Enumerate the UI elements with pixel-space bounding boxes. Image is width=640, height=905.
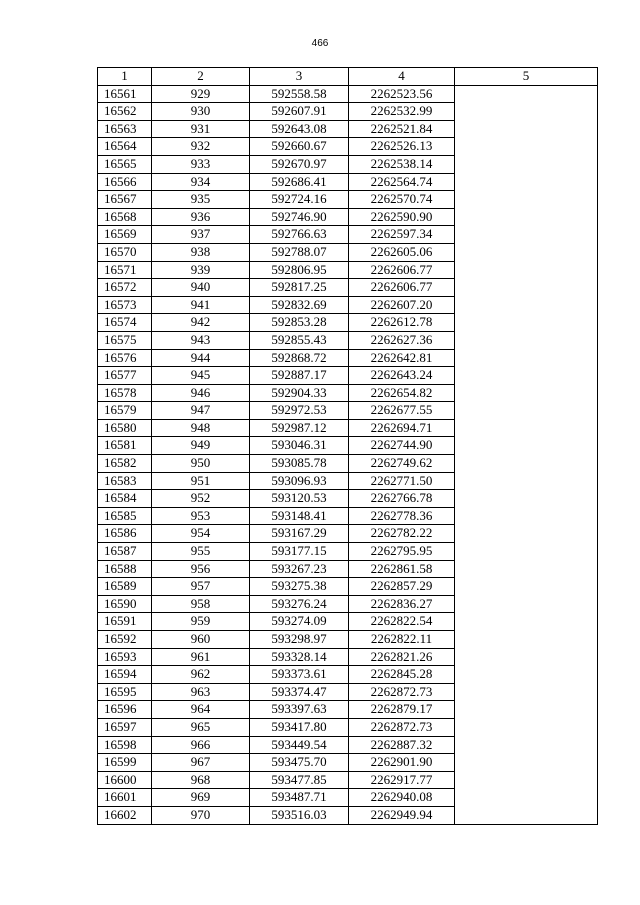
table-cell: 16566	[98, 173, 152, 191]
table-cell: 592686.41	[250, 173, 349, 191]
column-header: 3	[250, 68, 349, 86]
table-cell: 593120.53	[250, 490, 349, 508]
table-cell: 592887.17	[250, 367, 349, 385]
table-cell: 954	[152, 525, 250, 543]
table-cell: 2262642.81	[349, 349, 455, 367]
table-cell: 931	[152, 120, 250, 138]
table-cell: 2262612.78	[349, 314, 455, 332]
table-header-row	[98, 68, 598, 86]
table-cell: 2262654.82	[349, 384, 455, 402]
table-cell: 933	[152, 155, 250, 173]
table-cell: 16579	[98, 402, 152, 420]
table-cell: 592766.63	[250, 226, 349, 244]
table-cell: 2262822.54	[349, 613, 455, 631]
table-cell: 16595	[98, 683, 152, 701]
table-cell: 16583	[98, 472, 152, 490]
table-cell: 16575	[98, 331, 152, 349]
table-cell: 2262887.32	[349, 736, 455, 754]
table-cell: 2262861.58	[349, 560, 455, 578]
table-cell: 2262901.90	[349, 754, 455, 772]
table-cell: 955	[152, 543, 250, 561]
table-cell: 592788.07	[250, 243, 349, 261]
table-cell: 943	[152, 331, 250, 349]
table-cell: 949	[152, 437, 250, 455]
table-cell: 592724.16	[250, 191, 349, 209]
table-cell: 929	[152, 85, 250, 103]
table-cell: 592972.53	[250, 402, 349, 420]
table-cell: 947	[152, 402, 250, 420]
table-cell: 593267.23	[250, 560, 349, 578]
table-body	[98, 85, 598, 824]
table-cell: 16567	[98, 191, 152, 209]
table-cell: 965	[152, 718, 250, 736]
table-cell: 957	[152, 578, 250, 596]
table-cell: 593477.85	[250, 771, 349, 789]
table-cell: 593275.38	[250, 578, 349, 596]
table-cell: 2262778.36	[349, 507, 455, 525]
table-cell: 16581	[98, 437, 152, 455]
table-cell: 964	[152, 701, 250, 719]
column-header: 5	[455, 68, 598, 86]
table-cell: 940	[152, 279, 250, 297]
table-cell: 592670.97	[250, 155, 349, 173]
table-cell: 592806.95	[250, 261, 349, 279]
table-cell: 592558.58	[250, 85, 349, 103]
table-cell: 592607.91	[250, 103, 349, 121]
table-cell: 960	[152, 631, 250, 649]
table-cell: 968	[152, 771, 250, 789]
table-cell: 16569	[98, 226, 152, 244]
table-cell: 2262822.11	[349, 631, 455, 649]
table-cell: 2262607.20	[349, 296, 455, 314]
table-cell: 16577	[98, 367, 152, 385]
table-cell: 944	[152, 349, 250, 367]
table-cell: 16596	[98, 701, 152, 719]
table-cell: 2262523.56	[349, 85, 455, 103]
table-cell: 16564	[98, 138, 152, 156]
table-cell: 2262597.34	[349, 226, 455, 244]
table-cell: 593373.61	[250, 666, 349, 684]
table-cell: 16568	[98, 208, 152, 226]
table-cell: 16599	[98, 754, 152, 772]
table-cell: 593397.63	[250, 701, 349, 719]
table-cell: 592817.25	[250, 279, 349, 297]
table-cell: 16561	[98, 85, 152, 103]
table-cell: 16597	[98, 718, 152, 736]
table-cell: 2262744.90	[349, 437, 455, 455]
table-cell: 16571	[98, 261, 152, 279]
table-cell: 593096.93	[250, 472, 349, 490]
table-cell: 2262538.14	[349, 155, 455, 173]
table-cell: 16590	[98, 595, 152, 613]
table-cell: 16602	[98, 806, 152, 824]
table-cell: 16594	[98, 666, 152, 684]
table-cell: 961	[152, 648, 250, 666]
table-cell: 592855.43	[250, 331, 349, 349]
table-cell: 2262521.84	[349, 120, 455, 138]
table-cell: 16572	[98, 279, 152, 297]
table-cell: 2262749.62	[349, 455, 455, 473]
column-5-cell	[455, 85, 598, 824]
table-cell: 16563	[98, 120, 152, 138]
table-cell: 951	[152, 472, 250, 490]
table-cell: 593516.03	[250, 806, 349, 824]
table-cell: 950	[152, 455, 250, 473]
table-cell: 956	[152, 560, 250, 578]
table-cell: 16593	[98, 648, 152, 666]
table-cell: 953	[152, 507, 250, 525]
table-cell: 2262677.55	[349, 402, 455, 420]
table-cell: 16578	[98, 384, 152, 402]
table-row	[98, 85, 598, 103]
table-cell: 959	[152, 613, 250, 631]
table-cell: 948	[152, 419, 250, 437]
table-cell: 593475.70	[250, 754, 349, 772]
table-cell: 2262940.08	[349, 789, 455, 807]
table-cell: 593276.24	[250, 595, 349, 613]
table-cell: 2262821.26	[349, 648, 455, 666]
table-cell: 970	[152, 806, 250, 824]
table-cell: 946	[152, 384, 250, 402]
table-cell: 592987.12	[250, 419, 349, 437]
table-cell: 592832.69	[250, 296, 349, 314]
table-cell: 962	[152, 666, 250, 684]
table-cell: 2262771.50	[349, 472, 455, 490]
table-cell: 16586	[98, 525, 152, 543]
table-cell: 592904.33	[250, 384, 349, 402]
table-cell: 16562	[98, 103, 152, 121]
table-cell: 2262917.77	[349, 771, 455, 789]
table-cell: 2262526.13	[349, 138, 455, 156]
table-cell: 938	[152, 243, 250, 261]
table-cell: 939	[152, 261, 250, 279]
table-cell: 2262795.95	[349, 543, 455, 561]
table-cell: 2262857.29	[349, 578, 455, 596]
table-cell: 593148.41	[250, 507, 349, 525]
table-cell: 16591	[98, 613, 152, 631]
table-cell: 2262836.27	[349, 595, 455, 613]
table-cell: 930	[152, 103, 250, 121]
table-cell: 16601	[98, 789, 152, 807]
table-cell: 2262845.28	[349, 666, 455, 684]
table-cell: 2262643.24	[349, 367, 455, 385]
table-cell: 16580	[98, 419, 152, 437]
page-number: 466	[311, 38, 329, 49]
table-cell: 16589	[98, 578, 152, 596]
table-cell: 941	[152, 296, 250, 314]
column-header: 1	[98, 68, 152, 86]
table-cell: 593417.80	[250, 718, 349, 736]
column-header: 2	[152, 68, 250, 86]
table-cell: 2262694.71	[349, 419, 455, 437]
table-cell: 593328.14	[250, 648, 349, 666]
table-cell: 2262627.36	[349, 331, 455, 349]
table-cell: 2262766.78	[349, 490, 455, 508]
table-cell: 16600	[98, 771, 152, 789]
table-cell: 952	[152, 490, 250, 508]
table-cell: 592868.72	[250, 349, 349, 367]
table-cell: 2262872.73	[349, 718, 455, 736]
table-cell: 16573	[98, 296, 152, 314]
table-cell: 16582	[98, 455, 152, 473]
table-cell: 16587	[98, 543, 152, 561]
table-cell: 2262879.17	[349, 701, 455, 719]
table-cell: 593374.47	[250, 683, 349, 701]
table-cell: 936	[152, 208, 250, 226]
table-cell: 16585	[98, 507, 152, 525]
table-cell: 2262590.90	[349, 208, 455, 226]
table-cell: 16592	[98, 631, 152, 649]
table-cell: 16565	[98, 155, 152, 173]
table-cell: 592660.67	[250, 138, 349, 156]
table-cell: 2262570.74	[349, 191, 455, 209]
table-cell: 16574	[98, 314, 152, 332]
table-cell: 945	[152, 367, 250, 385]
table-cell: 16588	[98, 560, 152, 578]
table-cell: 2262606.77	[349, 261, 455, 279]
table-cell: 2262782.22	[349, 525, 455, 543]
table-cell: 593274.09	[250, 613, 349, 631]
column-header: 4	[349, 68, 455, 86]
table-cell: 593085.78	[250, 455, 349, 473]
table-cell: 966	[152, 736, 250, 754]
table-cell: 935	[152, 191, 250, 209]
table-cell: 592643.08	[250, 120, 349, 138]
table-cell: 593449.54	[250, 736, 349, 754]
table-cell: 2262872.73	[349, 683, 455, 701]
table-cell: 958	[152, 595, 250, 613]
table-cell: 593046.31	[250, 437, 349, 455]
table-cell: 932	[152, 138, 250, 156]
table-cell: 16598	[98, 736, 152, 754]
table-cell: 593177.15	[250, 543, 349, 561]
table-cell: 16584	[98, 490, 152, 508]
table-cell: 942	[152, 314, 250, 332]
table-cell: 16570	[98, 243, 152, 261]
coordinates-table	[97, 67, 598, 825]
table-cell: 934	[152, 173, 250, 191]
table-cell: 969	[152, 789, 250, 807]
table-cell: 2262606.77	[349, 279, 455, 297]
table-cell: 2262605.06	[349, 243, 455, 261]
table-cell: 2262564.74	[349, 173, 455, 191]
table-cell: 2262532.99	[349, 103, 455, 121]
table-cell: 593167.29	[250, 525, 349, 543]
table-cell: 937	[152, 226, 250, 244]
table-cell: 2262949.94	[349, 806, 455, 824]
table-cell: 592746.90	[250, 208, 349, 226]
table-cell: 16576	[98, 349, 152, 367]
table-cell: 592853.28	[250, 314, 349, 332]
table-cell: 593487.71	[250, 789, 349, 807]
table-cell: 963	[152, 683, 250, 701]
table-cell: 593298.97	[250, 631, 349, 649]
table-cell: 967	[152, 754, 250, 772]
